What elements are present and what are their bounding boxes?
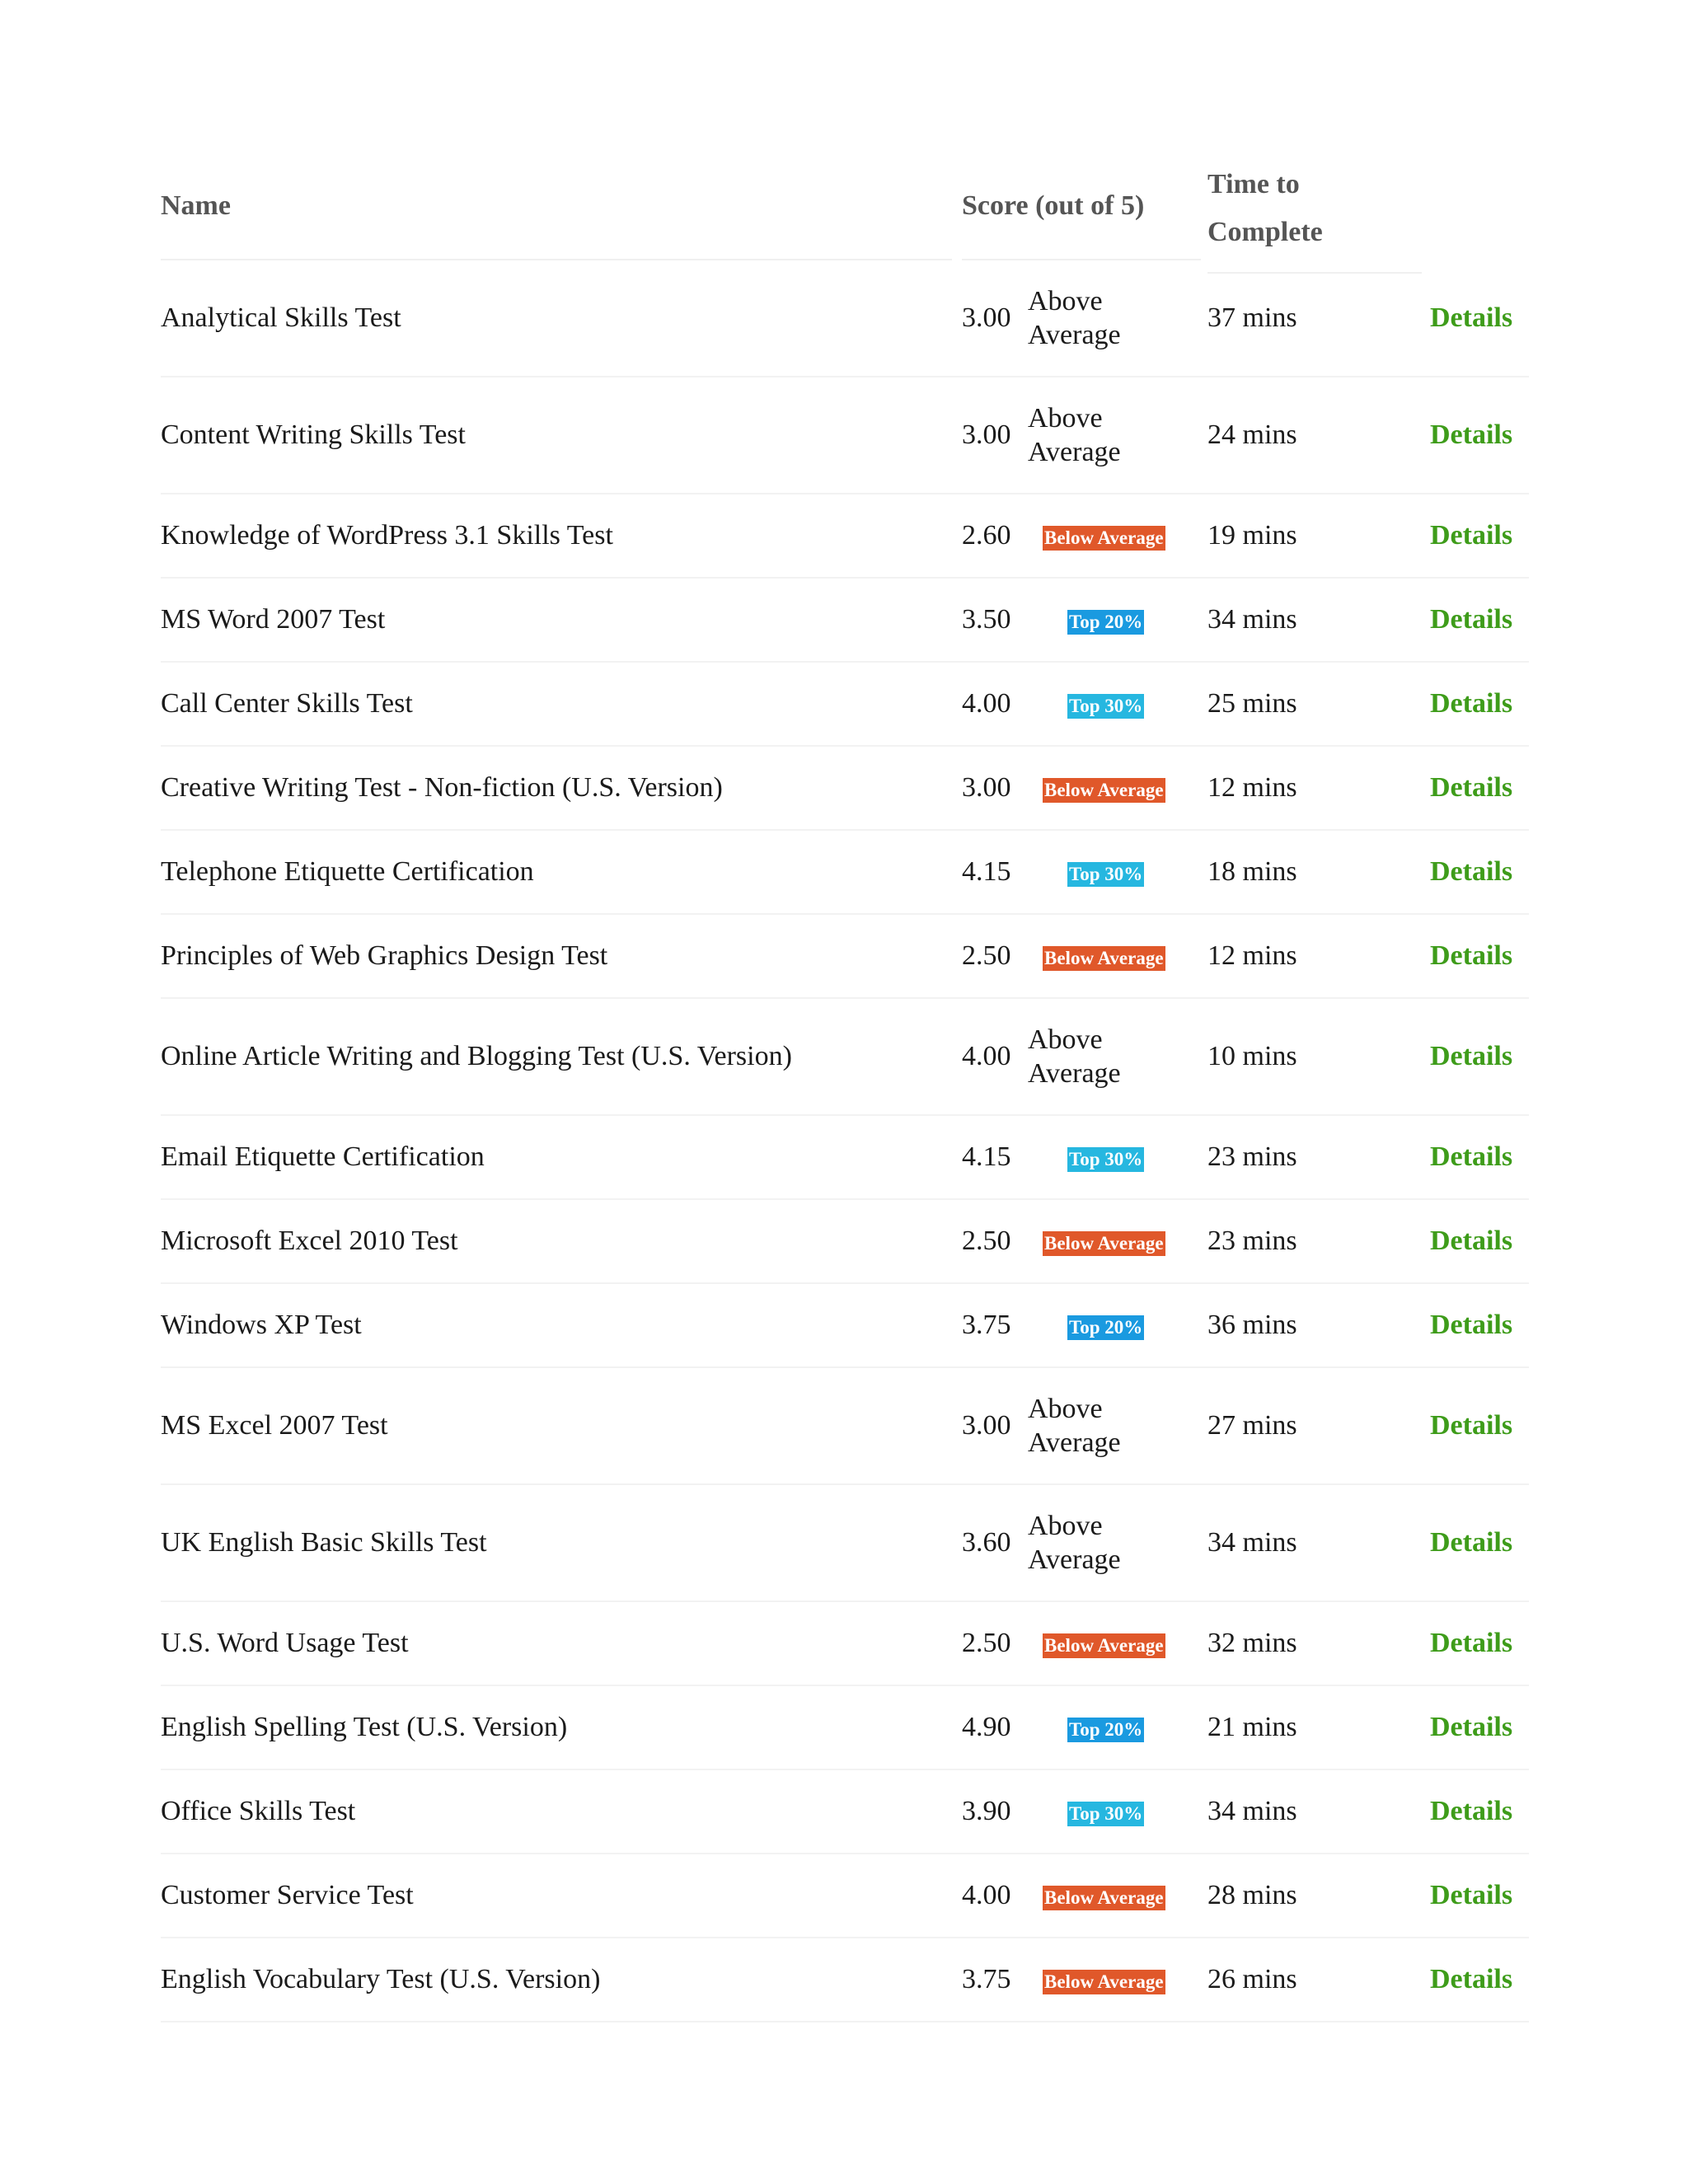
rating-badge: Top 30% (1067, 862, 1144, 887)
details-link[interactable]: Details (1430, 940, 1513, 971)
details-link[interactable]: Details (1430, 856, 1513, 887)
time-to-complete: 26 mins (1207, 1964, 1297, 1994)
test-score: 3.90 (962, 1796, 1011, 1826)
test-score: 2.50 (962, 940, 1011, 971)
rating-cell (1028, 688, 1193, 719)
test-score: 3.50 (962, 604, 1011, 635)
time-to-complete: 24 mins (1207, 419, 1297, 450)
details-link[interactable]: Details (1430, 1628, 1513, 1658)
test-name: U.S. Word Usage Test (161, 1628, 409, 1658)
details-cell (1430, 940, 1529, 972)
rating-cell (1028, 1509, 1193, 1577)
test-score: 3.60 (962, 1527, 1011, 1558)
rating-badge: Below Average (1043, 1970, 1165, 1994)
test-name: Creative Writing Test - Non-fiction (U.S. Version) (161, 772, 723, 803)
test-name: Content Writing Skills Test (161, 419, 466, 450)
details-link[interactable]: Details (1430, 1796, 1513, 1826)
test-name: Telephone Etiquette Certification (161, 856, 534, 887)
time-to-complete: 12 mins (1207, 940, 1297, 971)
test-score: 4.00 (962, 1880, 1011, 1910)
test-score: 2.50 (962, 1226, 1011, 1256)
test-name: MS Excel 2007 Test (161, 1410, 388, 1441)
table-row (161, 663, 1529, 747)
time-to-complete: 21 mins (1207, 1712, 1297, 1742)
test-score: 4.00 (962, 688, 1011, 719)
rating-cell (1028, 284, 1193, 352)
time-to-complete: 32 mins (1207, 1628, 1297, 1658)
details-cell (1430, 1310, 1529, 1341)
details-link[interactable]: Details (1430, 1880, 1513, 1910)
details-cell (1430, 1880, 1529, 1911)
time-to-complete: 37 mins (1207, 302, 1297, 333)
header-time (1207, 145, 1422, 274)
details-cell (1430, 1964, 1529, 1995)
header-time-line1: Time to (1207, 169, 1300, 199)
rating-badge: Below Average (1043, 1633, 1165, 1658)
table-row (161, 1854, 1529, 1938)
table-row (161, 1200, 1529, 1284)
rating-text: Above Average (1028, 286, 1121, 350)
test-name: Customer Service Test (161, 1880, 414, 1910)
test-score: 2.60 (962, 520, 1011, 551)
rating-badge: Below Average (1043, 526, 1165, 551)
rating-cell (1028, 1964, 1193, 1995)
details-cell (1430, 1796, 1529, 1827)
test-name: Office Skills Test (161, 1796, 356, 1826)
details-link[interactable]: Details (1430, 1226, 1513, 1256)
rating-cell (1028, 856, 1193, 888)
test-name: UK English Basic Skills Test (161, 1527, 487, 1558)
rating-text: Above Average (1028, 1394, 1121, 1458)
table-row (161, 1602, 1529, 1686)
rating-badge: Top 20% (1067, 610, 1144, 635)
rating-cell (1028, 401, 1193, 469)
rating-badge: Below Average (1043, 778, 1165, 803)
table-row (161, 494, 1529, 579)
rating-cell (1028, 1392, 1193, 1460)
rating-cell (1028, 1712, 1193, 1743)
rating-text: Above Average (1028, 1024, 1121, 1089)
table-row (161, 260, 1529, 377)
details-link[interactable]: Details (1430, 772, 1513, 803)
details-cell (1430, 1712, 1529, 1743)
details-link[interactable]: Details (1430, 1041, 1513, 1071)
test-score: 4.15 (962, 1141, 1011, 1172)
details-cell (1430, 604, 1529, 635)
details-link[interactable]: Details (1430, 1410, 1513, 1441)
details-cell (1430, 1141, 1529, 1173)
table-row (161, 1368, 1529, 1485)
time-to-complete: 19 mins (1207, 520, 1297, 551)
rating-badge: Below Average (1043, 1886, 1165, 1910)
time-to-complete: 23 mins (1207, 1226, 1297, 1256)
rating-text: Above Average (1028, 403, 1121, 467)
table-row (161, 1284, 1529, 1368)
details-cell (1430, 856, 1529, 888)
test-name: Online Article Writing and Blogging Test (U.S. Version) (161, 1041, 792, 1071)
test-name: English Vocabulary Test (U.S. Version) (161, 1964, 601, 1994)
rating-cell (1028, 604, 1193, 635)
details-link[interactable]: Details (1430, 604, 1513, 635)
rating-cell (1028, 772, 1193, 804)
test-score: 4.15 (962, 856, 1011, 887)
table-body (161, 260, 1529, 2022)
rating-cell (1028, 940, 1193, 972)
time-to-complete: 34 mins (1207, 604, 1297, 635)
details-link[interactable]: Details (1430, 302, 1513, 333)
test-score: 3.00 (962, 419, 1011, 450)
rating-cell (1028, 1141, 1193, 1173)
rating-cell (1028, 1796, 1193, 1827)
time-to-complete: 25 mins (1207, 688, 1297, 719)
details-link[interactable]: Details (1430, 520, 1513, 551)
details-cell (1430, 1410, 1529, 1441)
test-name: Microsoft Excel 2010 Test (161, 1226, 458, 1256)
details-link[interactable]: Details (1430, 1964, 1513, 1994)
table-header (161, 153, 1529, 260)
header-name: Name (161, 153, 952, 260)
test-name: Windows XP Test (161, 1310, 362, 1340)
rating-badge: Top 30% (1067, 694, 1144, 719)
header-score: Score (out of 5) (962, 153, 1201, 260)
table-row (161, 999, 1529, 1116)
test-score: 2.50 (962, 1628, 1011, 1658)
details-link[interactable]: Details (1430, 1141, 1513, 1172)
test-name: MS Word 2007 Test (161, 604, 386, 635)
rating-badge: Top 20% (1067, 1315, 1144, 1340)
table-row (161, 1686, 1529, 1770)
test-score: 3.00 (962, 772, 1011, 803)
time-to-complete: 10 mins (1207, 1041, 1297, 1071)
table-row (161, 1938, 1529, 2022)
rating-cell (1028, 1226, 1193, 1257)
details-cell (1430, 1628, 1529, 1659)
time-to-complete: 12 mins (1207, 772, 1297, 803)
rating-badge: Below Average (1043, 1231, 1165, 1256)
table-row (161, 377, 1529, 494)
details-link[interactable]: Details (1430, 1310, 1513, 1340)
details-cell (1430, 419, 1529, 451)
rating-cell (1028, 1628, 1193, 1659)
rating-badge: Top 20% (1067, 1718, 1144, 1742)
details-cell (1430, 688, 1529, 719)
time-to-complete: 36 mins (1207, 1310, 1297, 1340)
test-name: Knowledge of WordPress 3.1 Skills Test (161, 520, 613, 551)
time-to-complete: 28 mins (1207, 1880, 1297, 1910)
rating-cell (1028, 1880, 1193, 1911)
test-name: Principles of Web Graphics Design Test (161, 940, 608, 971)
table-row (161, 915, 1529, 999)
test-score: 3.00 (962, 302, 1011, 333)
time-to-complete: 34 mins (1207, 1527, 1297, 1558)
test-score: 4.90 (962, 1712, 1011, 1742)
test-results-table (161, 153, 1529, 2022)
rating-cell (1028, 1310, 1193, 1341)
test-name: Call Center Skills Test (161, 688, 413, 719)
test-score: 3.00 (962, 1410, 1011, 1441)
details-link[interactable]: Details (1430, 1527, 1513, 1558)
table-row (161, 831, 1529, 915)
details-link[interactable]: Details (1430, 688, 1513, 719)
table-row (161, 1116, 1529, 1200)
time-to-complete: 18 mins (1207, 856, 1297, 887)
time-to-complete: 23 mins (1207, 1141, 1297, 1172)
table-row (161, 747, 1529, 831)
details-cell (1430, 1041, 1529, 1072)
test-name: Email Etiquette Certification (161, 1141, 485, 1172)
rating-badge: Below Average (1043, 946, 1165, 971)
header-actions (1430, 145, 1529, 272)
table-row (161, 1485, 1529, 1602)
test-score: 4.00 (962, 1041, 1011, 1071)
rating-text: Above Average (1028, 1511, 1121, 1575)
details-cell (1430, 1226, 1529, 1257)
test-score: 3.75 (962, 1964, 1011, 1994)
header-time-line2: Complete (1207, 217, 1323, 247)
table-row (161, 1770, 1529, 1854)
test-name: Analytical Skills Test (161, 302, 401, 333)
details-cell (1430, 772, 1529, 804)
details-cell (1430, 302, 1529, 334)
rating-cell (1028, 520, 1193, 551)
details-cell (1430, 520, 1529, 551)
rating-cell (1028, 1023, 1193, 1090)
rating-badge: Top 30% (1067, 1802, 1144, 1826)
test-score: 3.75 (962, 1310, 1011, 1340)
details-link[interactable]: Details (1430, 419, 1513, 450)
time-to-complete: 34 mins (1207, 1796, 1297, 1826)
details-cell (1430, 1527, 1529, 1558)
table-row (161, 579, 1529, 663)
rating-badge: Top 30% (1067, 1147, 1144, 1172)
test-name: English Spelling Test (U.S. Version) (161, 1712, 568, 1742)
details-link[interactable]: Details (1430, 1712, 1513, 1742)
time-to-complete: 27 mins (1207, 1410, 1297, 1441)
